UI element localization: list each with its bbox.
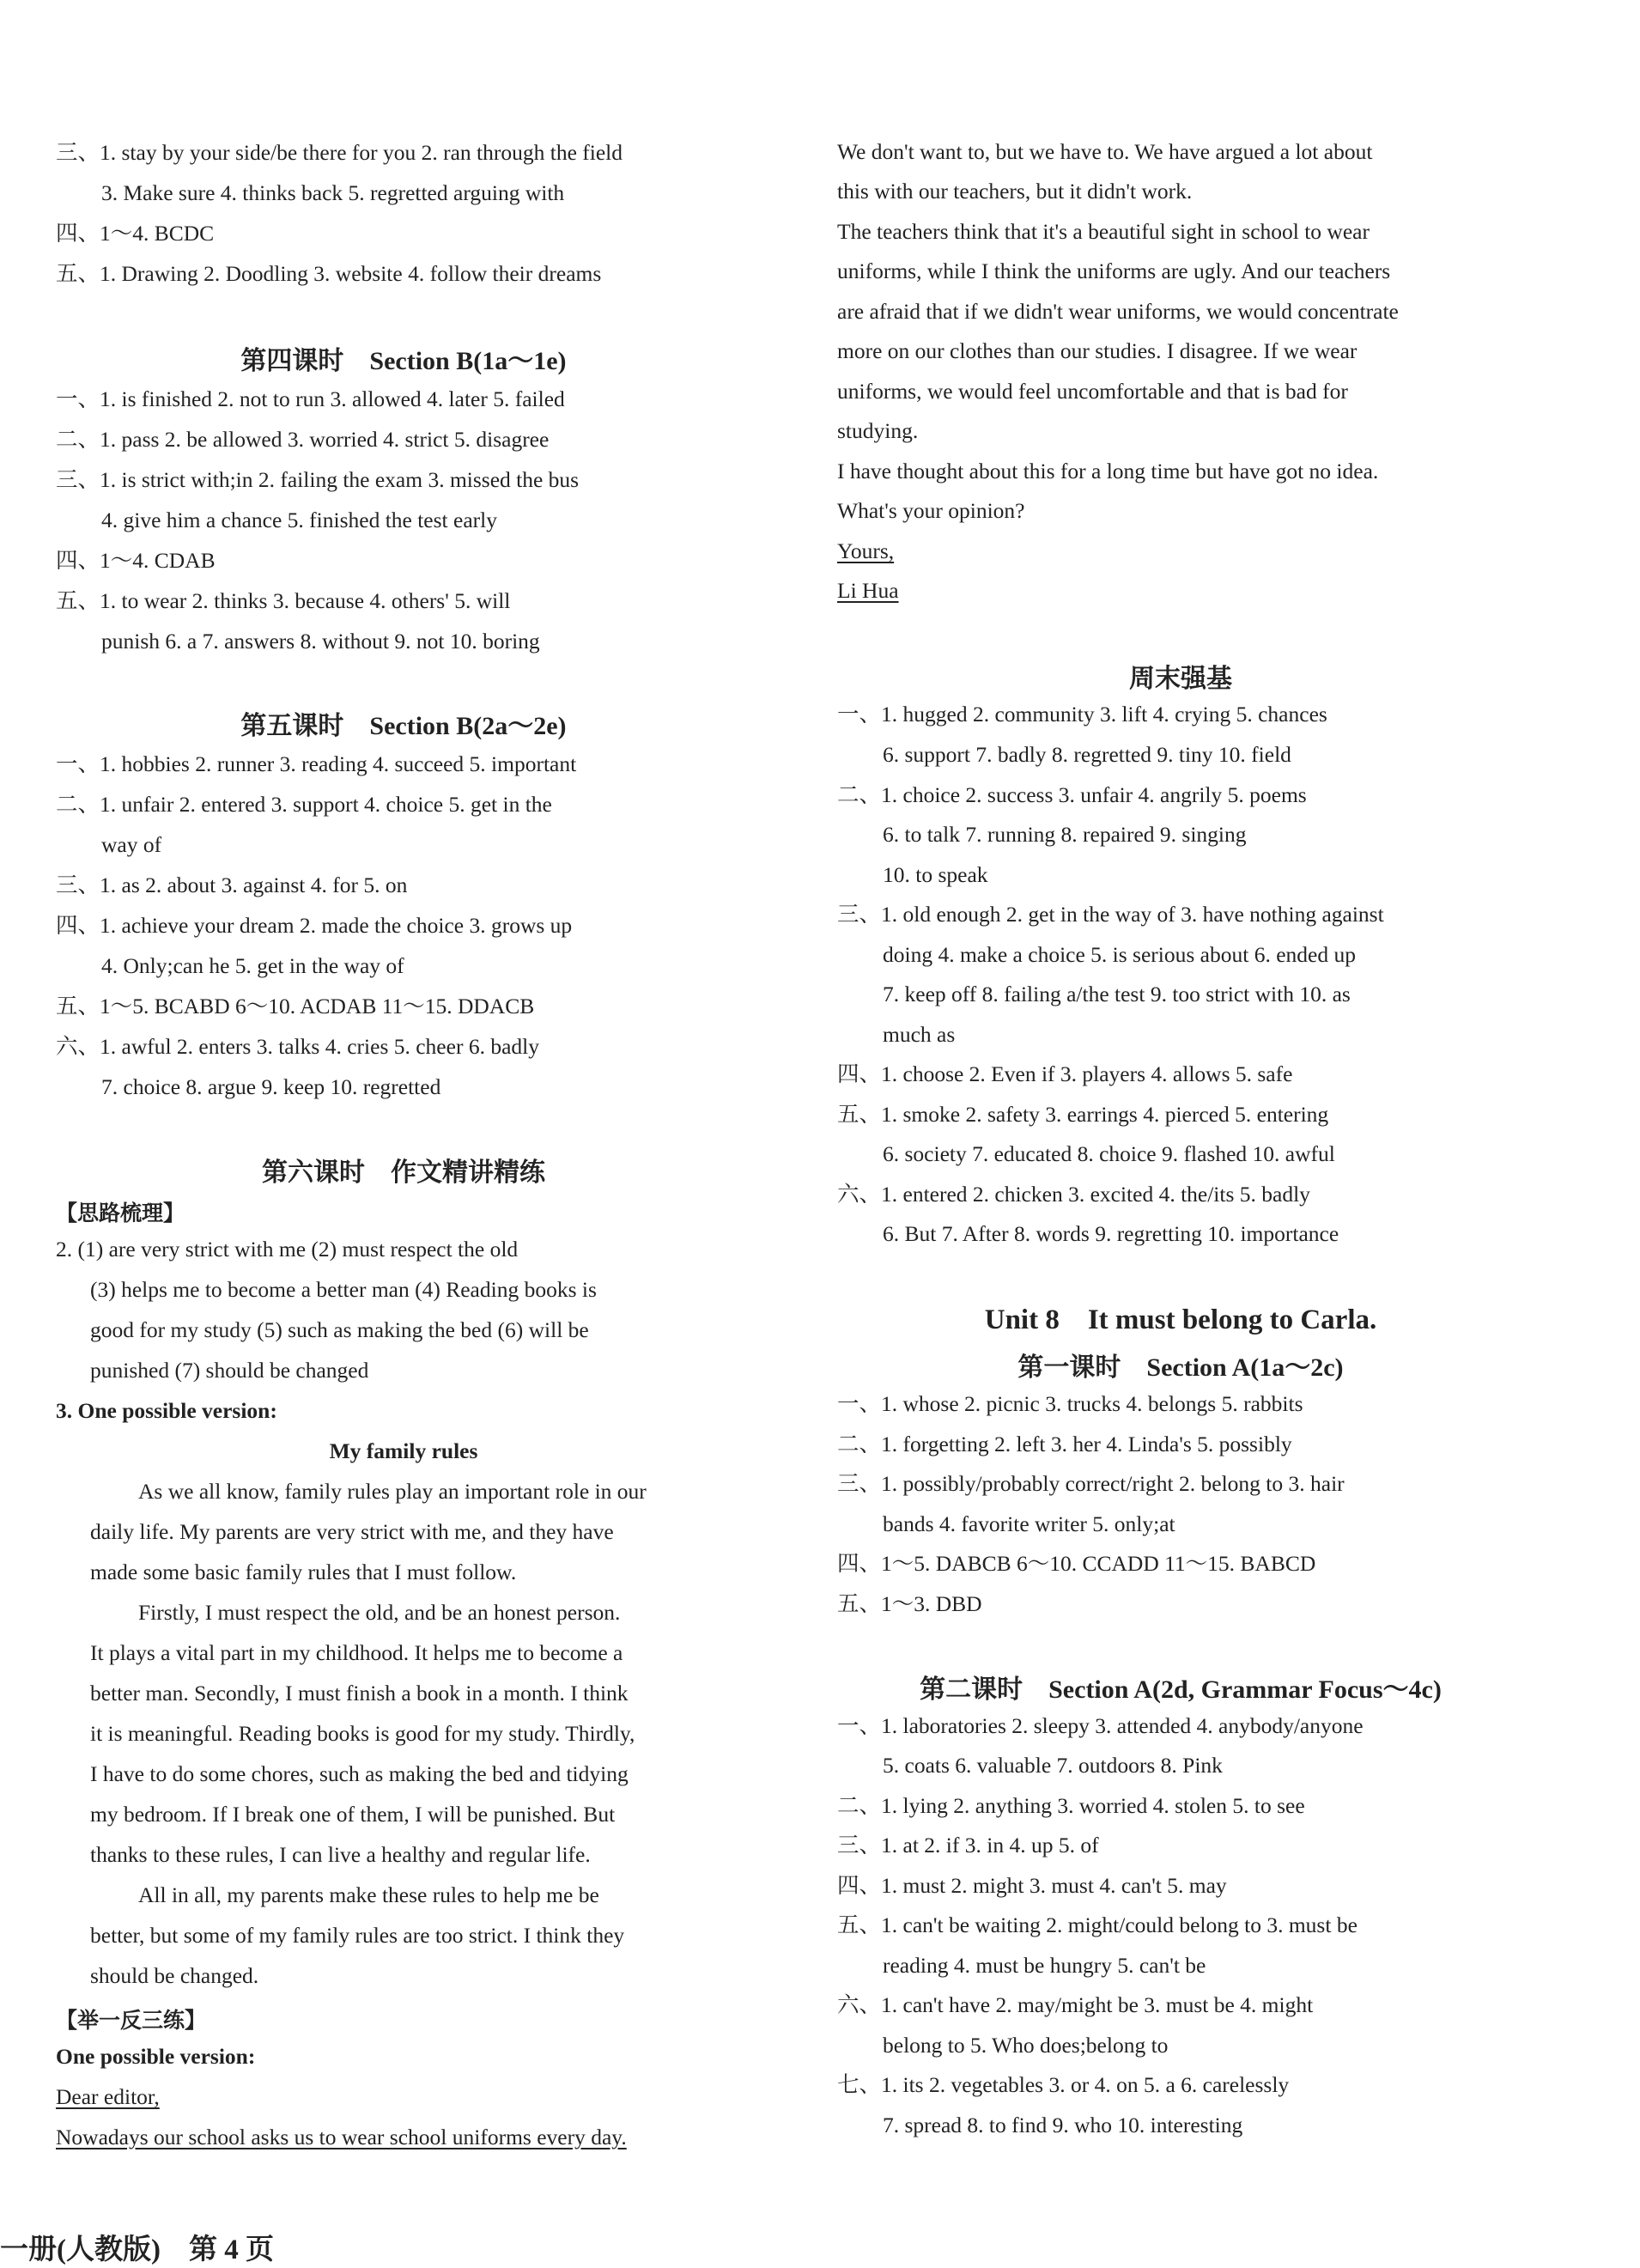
letter-line: more on our clothes than our studies. I disagree. If we wear <box>837 338 1358 363</box>
section-title-u8-lesson1: 第一课时 Section A(1a～2c) <box>1017 1353 1344 1382</box>
essay-line: It plays a vital part in my childhood. It helps me to become a <box>90 1640 623 1665</box>
outline-line: good for my study (5) such as making the bed (6) will be <box>90 1317 589 1342</box>
answer-line: 10. to speak <box>883 862 988 887</box>
answer-line: 二、1. pass 2. be allowed 3. worried 4. strict 5. disagree <box>56 427 550 452</box>
section-title-lesson4: 第四课时 Section B(1a～1e) <box>240 347 567 375</box>
letter-line: What's your opinion? <box>837 498 1025 523</box>
tag-practice: 【举一反三练】 <box>56 2010 207 2033</box>
essay-line: Firstly, I must respect the old, and be an honest person. <box>138 1600 621 1625</box>
answer-line: 6. society 7. educated 8. choice 9. flashed 10. awful <box>883 1141 1335 1166</box>
essay-line: thanks to these rules, I can live a healthy and regular life. <box>90 1842 591 1867</box>
essay-line: better man. Secondly, I must finish a book in a month. I think <box>90 1681 629 1706</box>
answer-line: reading 4. must be hungry 5. can't be <box>883 1953 1206 1978</box>
letter-line-underlined: Nowadays our school asks us to wear school uniforms every day. <box>56 2125 627 2149</box>
answer-line: 三、1. stay by your side/be there for you 2. ran through the field <box>56 140 623 165</box>
section-title-lesson5: 第五课时 Section B(2a～2e) <box>240 712 567 740</box>
letter-line: uniforms, while I think the uniforms are ugly. And our teachers <box>837 258 1391 283</box>
answer-line: 六、1. awful 2. enters 3. talks 4. cries 5. cheer 6. badly <box>56 1034 539 1059</box>
answer-line: 七、1. its 2. vegetables 3. or 4. on 5. a 6. carelessly <box>837 2072 1290 2097</box>
answer-line: 6. support 7. badly 8. regretted 9. tiny 10. field <box>883 742 1291 767</box>
answer-line: 三、1. possibly/probably correct/right 2. belong to 3. hair <box>837 1471 1345 1496</box>
answer-line: 三、1. as 2. about 3. against 4. for 5. on <box>56 873 408 897</box>
outline-line: punished (7) should be changed <box>90 1358 369 1383</box>
letter-line: this with our teachers, but it didn't work. <box>837 179 1193 204</box>
letter-closing-text: Yours, <box>837 538 895 563</box>
tag-outline: 【思路梳理】 <box>56 1202 185 1225</box>
letter-line <box>56 2125 751 2150</box>
answer-line: 六、1. entered 2. chicken 3. excited 4. the/its 5. badly <box>837 1182 1310 1207</box>
unit-title: Unit 8 It must belong to Carla. <box>984 1304 1377 1335</box>
answer-line: 4. Only;can he 5. get in the way of <box>101 953 404 978</box>
answer-line: 六、1. can't have 2. may/might be 3. must be 4. might <box>837 1992 1314 2017</box>
letter-line: We don't want to, but we have to. We have argued a lot about <box>837 139 1373 164</box>
answer-line: 五、1～5. BCABD 6～10. ACDAB 11～15. DDACB <box>56 994 535 1018</box>
answer-line: 5. coats 6. valuable 7. outdoors 8. Pink <box>883 1753 1223 1778</box>
answer-line: 6. to talk 7. running 8. repaired 9. singing <box>883 822 1247 847</box>
essay-line: should be changed. <box>90 1963 259 1988</box>
letter-closing <box>837 538 1524 564</box>
essay-title: My family rules <box>329 1438 478 1463</box>
answer-line: 3. Make sure 4. thinks back 5. regretted arguing with <box>101 180 565 205</box>
answer-line: 7. spread 8. to find 9. who 10. interesting <box>883 2113 1243 2137</box>
section-title-lesson6: 第六课时 作文精讲精练 <box>262 1158 545 1187</box>
answer-line: way of <box>101 832 162 857</box>
answer-line: 四、1. achieve your dream 2. made the choice 3. grows up <box>56 913 573 938</box>
letter-signature <box>837 578 1524 604</box>
essay-line: I have to do some chores, such as making the bed and tidying <box>90 1761 629 1786</box>
answer-line: 二、1. unfair 2. entered 3. support 4. choice 5. get in the <box>56 792 552 817</box>
essay-line: All in all, my parents make these rules to help me be <box>138 1882 599 1907</box>
answer-line: 一、1. hobbies 2. runner 3. reading 4. succeed 5. important <box>56 751 577 776</box>
answer-line: 四、1. choose 2. Even if 3. players 4. allows 5. safe <box>837 1061 1293 1086</box>
version-label: 3. One possible version: <box>56 1398 277 1423</box>
answer-line: 二、1. choice 2. success 3. unfair 4. angrily 5. poems <box>837 782 1307 807</box>
essay-line: it is meaningful. Reading books is good for my study. Thirdly, <box>90 1721 635 1746</box>
answer-line: 7. keep off 8. failing a/the test 9. too strict with 10. as <box>883 982 1351 1006</box>
answer-line: 五、1. can't be waiting 2. might/could belong to 3. must be <box>837 1912 1358 1937</box>
answer-line: 四、1～5. DABCB 6～10. CCADD 11～15. BABCD <box>837 1551 1316 1576</box>
essay-line: daily life. My parents are very strict with me, and they have <box>90 1519 614 1544</box>
answer-line: bands 4. favorite writer 5. only;at <box>883 1511 1175 1536</box>
answer-line: 五、1. to wear 2. thinks 3. because 4. others' 5. will <box>56 588 511 613</box>
answer-line: 一、1. whose 2. picnic 3. trucks 4. belongs 5. rabbits <box>837 1391 1303 1416</box>
answer-line: 三、1. old enough 2. get in the way of 3. have nothing against <box>837 902 1384 927</box>
answer-line: 五、1. Drawing 2. Doodling 3. website 4. follow their dreams <box>56 261 602 286</box>
answer-line: 一、1. is finished 2. not to run 3. allowed 4. later 5. failed <box>56 386 565 411</box>
letter-salutation: Dear editor, <box>56 2084 160 2109</box>
letter-line: uniforms, we would feel uncomfortable and that is bad for <box>837 379 1348 404</box>
page-footer: 一册(人教版) 第 4 页 <box>0 2235 274 2265</box>
letter-line <box>56 2084 751 2110</box>
answer-line: 三、1. at 2. if 3. in 4. up 5. of <box>837 1833 1099 1858</box>
essay-line: made some basic family rules that I must follow. <box>90 1560 517 1584</box>
essay-line: my bedroom. If I break one of them, I will be punished. But <box>90 1802 616 1827</box>
answer-line: 二、1. forgetting 2. left 3. her 4. Linda's 5. possibly <box>837 1432 1292 1456</box>
answer-line: belong to 5. Who does;belong to <box>883 2033 1169 2058</box>
answer-line: 三、1. is strict with;in 2. failing the exam 3. missed the bus <box>56 467 580 492</box>
letter-line: The teachers think that it's a beautiful sight in school to wear <box>837 219 1370 244</box>
outline-line: 2. (1) are very strict with me (2) must respect the old <box>56 1237 519 1262</box>
letter-line: I have thought about this for a long time but have got no idea. <box>837 459 1379 483</box>
answer-line: 一、1. hugged 2. community 3. lift 4. crying 5. chances <box>837 702 1327 727</box>
answer-line: 四、1～4. CDAB <box>56 548 216 573</box>
answer-line: 五、1～3. DBD <box>837 1591 982 1616</box>
answer-line: doing 4. make a choice 5. is serious about 6. ended up <box>883 942 1356 967</box>
answer-line: 四、1～4. BCDC <box>56 221 215 246</box>
section-title-weekend: 周末强基 <box>1129 665 1232 693</box>
answer-line: 4. give him a chance 5. finished the test early <box>101 508 497 532</box>
version-label-2: One possible version: <box>56 2044 256 2069</box>
letter-line: studying. <box>837 418 919 443</box>
answer-line: 6. But 7. After 8. words 9. regretting 10. importance <box>883 1221 1339 1246</box>
answer-line: 四、1. must 2. might 3. must 4. can't 5. may <box>837 1873 1227 1898</box>
answer-line: 一、1. laboratories 2. sleepy 3. attended 4. anybody/anyone <box>837 1713 1364 1738</box>
answer-line: 五、1. smoke 2. safety 3. earrings 4. pierced 5. entering <box>837 1102 1329 1127</box>
section-title-u8-lesson2: 第二课时 Section A(2d, Grammar Focus～4c) <box>920 1675 1442 1704</box>
essay-line: As we all know, family rules play an important role in our <box>138 1479 647 1504</box>
letter-line: are afraid that if we didn't wear uniforms, we would concentrate <box>837 299 1399 324</box>
answer-line: punish 6. a 7. answers 8. without 9. not 10. boring <box>101 629 540 654</box>
answer-line: much as <box>883 1022 956 1047</box>
essay-line: better, but some of my family rules are too strict. I think they <box>90 1923 625 1948</box>
letter-signature-text: Li Hua <box>837 578 899 603</box>
answer-line: 二、1. lying 2. anything 3. worried 4. stolen 5. to see <box>837 1793 1305 1818</box>
answer-line: 7. choice 8. argue 9. keep 10. regretted <box>101 1074 441 1099</box>
outline-line: (3) helps me to become a better man (4) Reading books is <box>90 1277 597 1302</box>
